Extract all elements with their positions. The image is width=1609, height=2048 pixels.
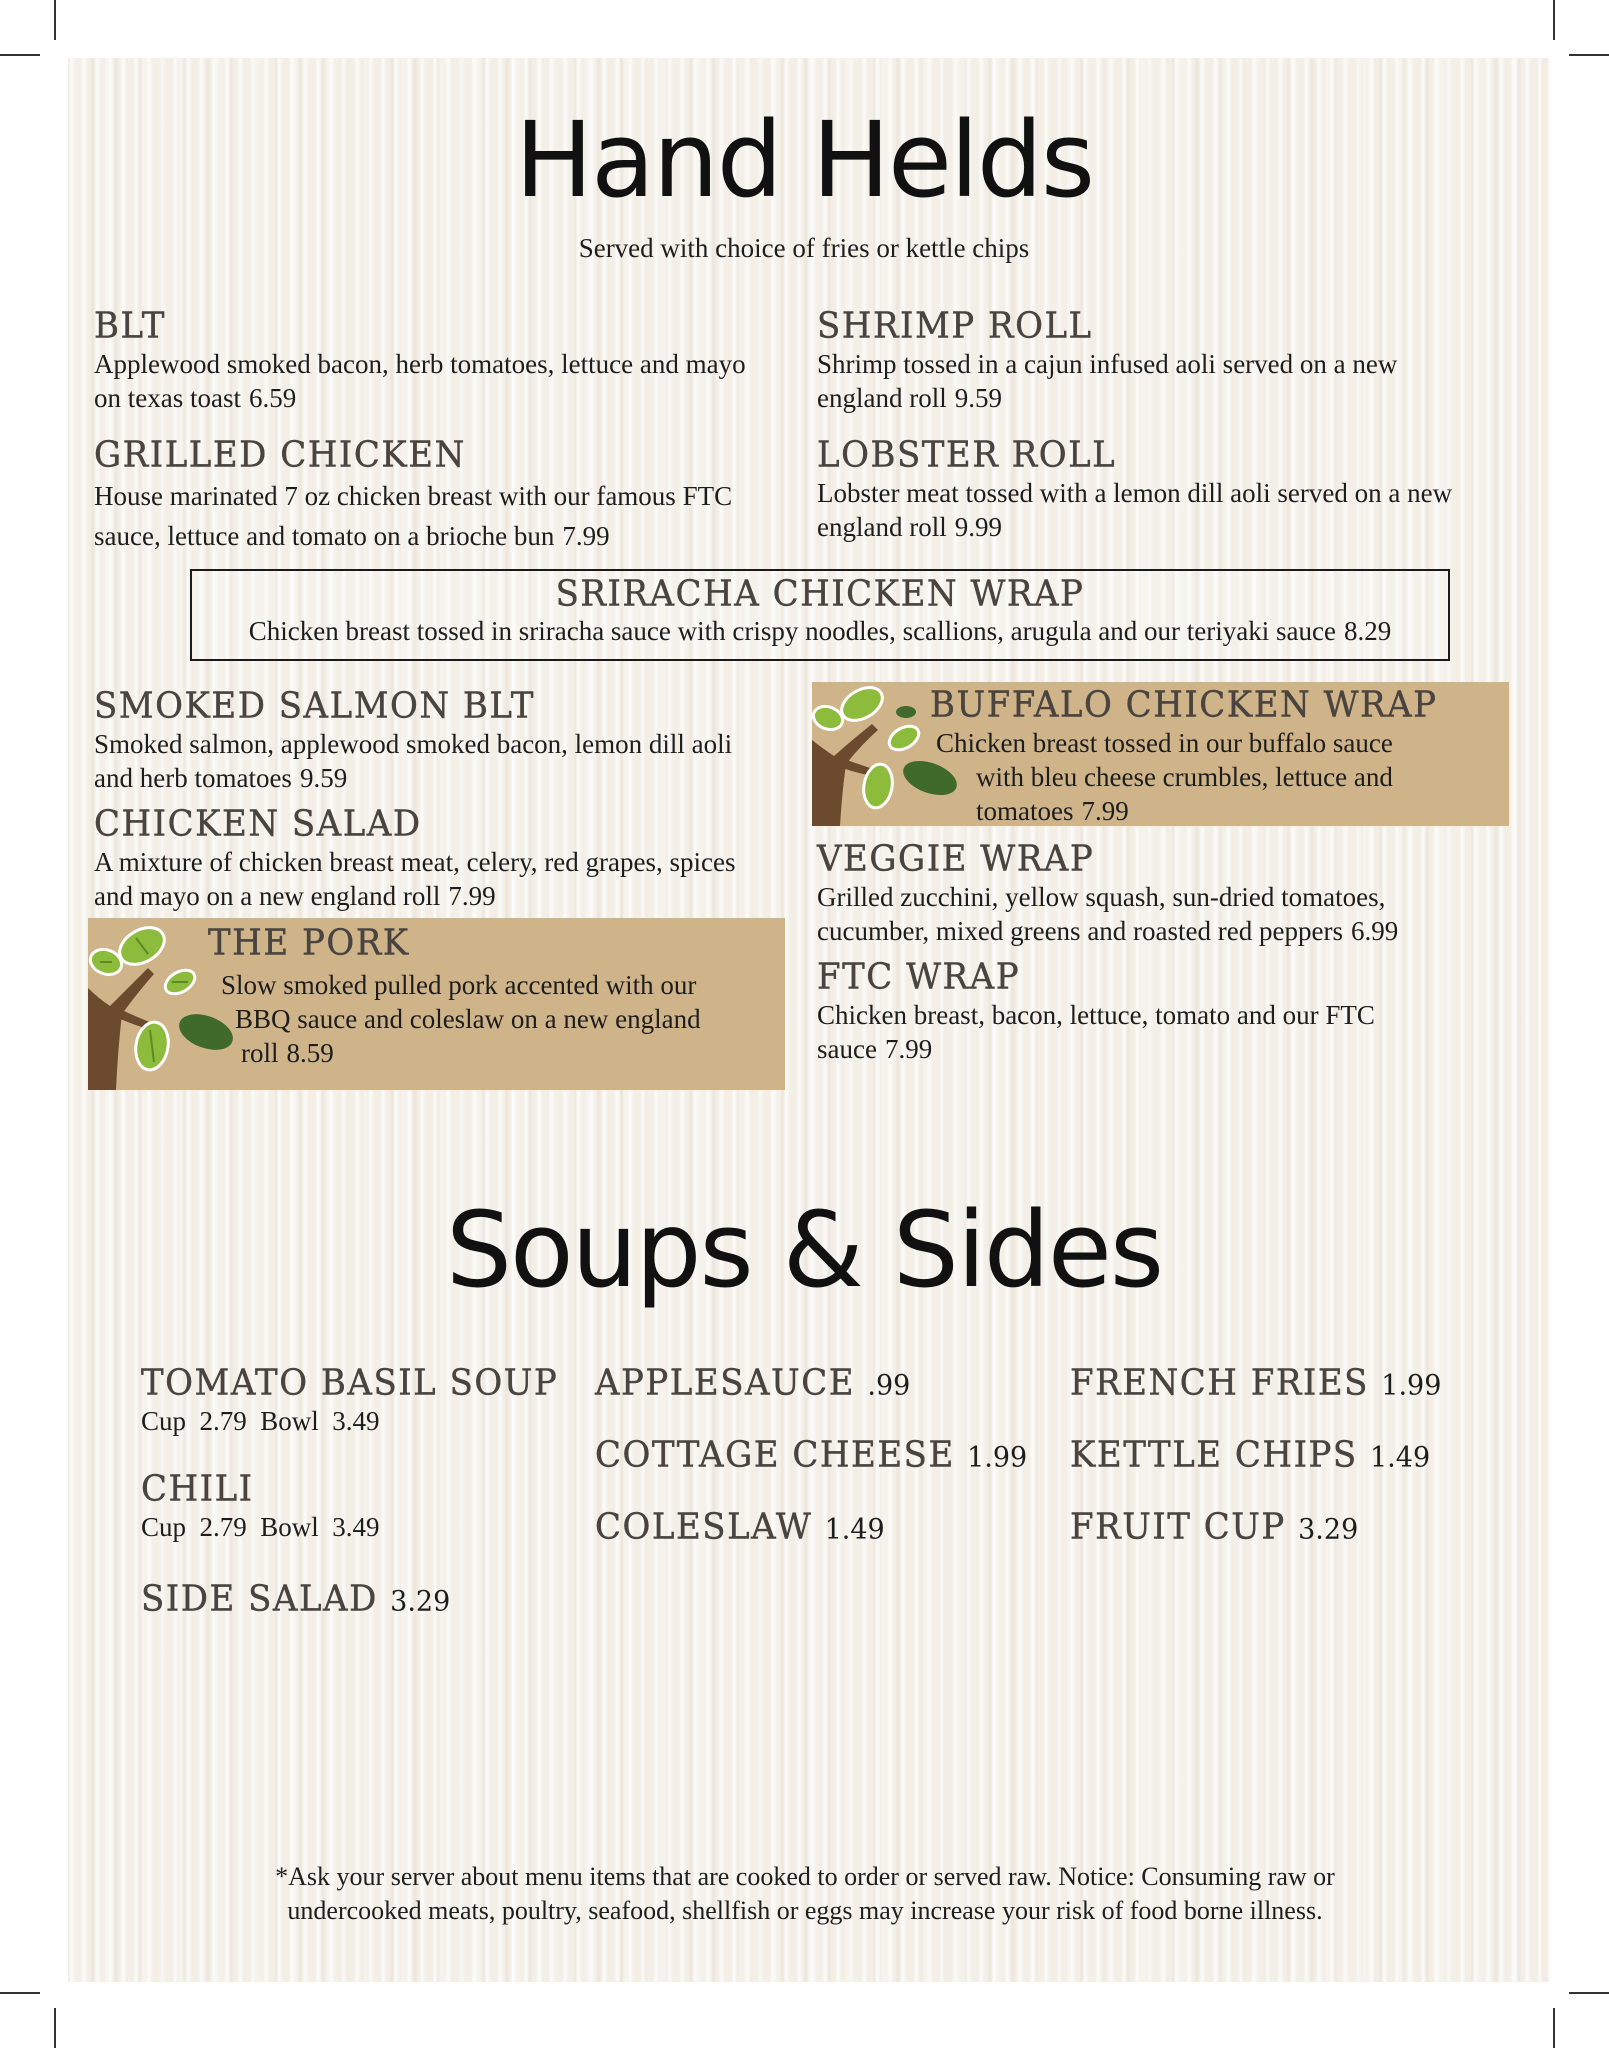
item-name: FTC WRAP [817,956,1021,998]
item-name: LOBSTER ROLL [817,434,1117,476]
item-name: THE PORK [208,922,410,964]
menu-item-applesauce [595,1362,910,1404]
bowl-label: Bowl [260,1406,319,1436]
item-description [936,726,1506,828]
featured-item-box [812,682,1509,826]
item-name: TOMATO BASIL SOUP [141,1362,559,1404]
item-name: COLESLAW [595,1506,813,1548]
item-price: 8.59 [286,1038,334,1068]
menu-item-lobster-roll [817,434,1477,544]
item-desc-text: Chicken breast tossed in sriracha sauce with crispy noodles, scallions, arugula and our teriyaki sauce [248,616,1336,646]
featured-item-box [190,569,1450,661]
crop-mark [54,2008,56,2048]
item-price: 9.59 [299,763,348,793]
item-price: 3.29 [1298,1513,1359,1546]
item-name: SIDE SALAD [141,1578,378,1620]
menu-item-veggie-wrap [817,838,1477,948]
item-name: COTTAGE CHEESE [595,1434,955,1476]
crop-mark [1569,54,1609,56]
bowl-label: Bowl [260,1512,319,1542]
item-name: GRILLED CHICKEN [94,434,466,476]
crop-mark [0,1992,40,1994]
item-name: SHRIMP ROLL [817,305,1093,347]
item-desc-line: with bleu cheese crumbles, lettuce and [976,762,1393,792]
menu-item-chicken-salad [94,803,754,913]
item-name: APPLESAUCE [595,1362,856,1404]
item-description [221,968,781,1070]
item-price: 1.49 [824,1513,885,1546]
featured-item-box [88,918,785,1090]
item-name: CHILI [141,1468,254,1510]
item-desc-text: House marinated 7 oz chicken breast with our famous FTC sauce, lettuce and tomato on a brioche bun [94,481,733,551]
item-price: 6.99 [1350,916,1399,946]
notice-line: *Ask your server about menu items that are cooked to order or served raw. Notice: Consuming raw or [275,1862,1335,1891]
bowl-price: 3.49 [332,1406,380,1436]
item-price: 7.99 [884,1034,933,1064]
crop-mark [0,54,40,56]
section-title-soups-sides: Soups & Sides [445,1189,1163,1311]
item-desc-line: BBQ sauce and coleslaw on a new england [235,1004,701,1034]
item-description [192,614,1448,648]
cup-price: 2.79 [199,1512,247,1542]
cup-price: 2.79 [199,1406,247,1436]
item-price: 1.49 [1370,1441,1431,1474]
menu-item-french-fries [1070,1362,1441,1404]
item-desc-line: Slow smoked pulled pork accented with our [221,970,697,1000]
item-price: 6.59 [248,383,297,413]
item-description [94,476,754,556]
item-desc-text: Applewood smoked bacon, herb tomatoes, lettuce and mayo on texas toast [94,349,746,413]
item-desc-text: A mixture of chicken breast meat, celery, red grapes, spices and mayo on a new england roll [94,847,736,911]
item-price: 9.99 [954,512,1002,542]
item-desc-line [241,1036,781,1070]
notice-line: undercooked meats, poultry, seafood, shellfish or eggs may increase your risk of food borne illness. [287,1896,1323,1925]
item-name: CHICKEN SALAD [94,803,422,845]
menu-item-kettle-chips [1070,1434,1430,1476]
item-price: 1.99 [1381,1369,1442,1402]
item-description [94,347,754,415]
item-description [817,880,1477,948]
item-desc-text: Shrimp tossed in a cajun infused aoli served on a new england roll [817,349,1398,413]
menu-item-ftc-wrap [817,956,1377,1066]
crop-mark [1553,2008,1555,2048]
menu-item-blt [94,305,754,415]
food-safety-notice [120,1860,1490,1928]
item-desc-text: tomatoes [976,796,1074,826]
menu-item-shrimp-roll [817,305,1477,415]
item-price: 9.59 [954,383,1002,413]
item-desc-line [976,794,1506,828]
item-desc-line: Chicken breast tossed in our buffalo sauce [936,728,1393,758]
item-price: 7.99 [562,521,610,551]
item-name: FRENCH FRIES [1070,1362,1369,1404]
item-description [817,998,1377,1066]
crop-mark [54,0,56,40]
bowl-price: 3.49 [332,1512,380,1542]
item-price: 8.29 [1343,616,1392,646]
item-name: SMOKED SALMON BLT [94,685,535,727]
item-name: BUFFALO CHICKEN WRAP [930,684,1438,726]
item-price: .99 [867,1369,911,1402]
item-description [94,845,754,913]
item-name: FRUIT CUP [1070,1506,1286,1548]
section-subtitle: Served with choice of fries or kettle chips [578,233,1030,263]
item-price: 7.99 [1081,796,1129,826]
item-name: BLT [94,305,166,347]
item-desc-text: Lobster meat tossed with a lemon dill aoli served on a new england roll [817,478,1453,542]
item-name: KETTLE CHIPS [1070,1434,1358,1476]
menu-item-fruit-cup [1070,1506,1358,1548]
menu-item-cottage-cheese [595,1434,1027,1476]
item-desc-text: Grilled zucchini, yellow squash, sun-dried tomatoes, cucumber, mixed greens and roasted red peppers [817,882,1386,946]
item-price: 3.29 [390,1585,451,1618]
item-description [817,347,1477,415]
item-desc-text: Smoked salmon, applewood smoked bacon, lemon dill aoli and herb tomatoes [94,729,733,793]
item-desc-text: roll [241,1038,279,1068]
cup-label: Cup [141,1512,187,1542]
item-description [817,476,1477,544]
menu-item-grilled-chicken [94,434,754,556]
item-price: 7.99 [448,881,496,911]
cup-label: Cup [141,1406,187,1436]
item-name: SRIRACHA CHICKEN WRAP [555,573,1085,615]
menu-item-coleslaw [595,1506,885,1548]
menu-item-chili [141,1468,380,1544]
menu-item-smoked-salmon-blt [94,685,754,795]
menu-item-side-salad [141,1578,450,1620]
section-title-hand-helds: Hand Helds [514,99,1094,221]
item-desc-text: Chicken breast, bacon, lettuce, tomato and our FTC sauce [817,1000,1375,1064]
item-description [141,1510,380,1544]
menu-item-tomato-basil-soup [141,1362,558,1438]
item-description [94,727,754,795]
crop-mark [1553,0,1555,40]
item-price: 1.99 [967,1441,1028,1474]
item-name: VEGGIE WRAP [817,838,1095,880]
crop-mark [1569,1992,1609,1994]
item-description [141,1404,558,1438]
